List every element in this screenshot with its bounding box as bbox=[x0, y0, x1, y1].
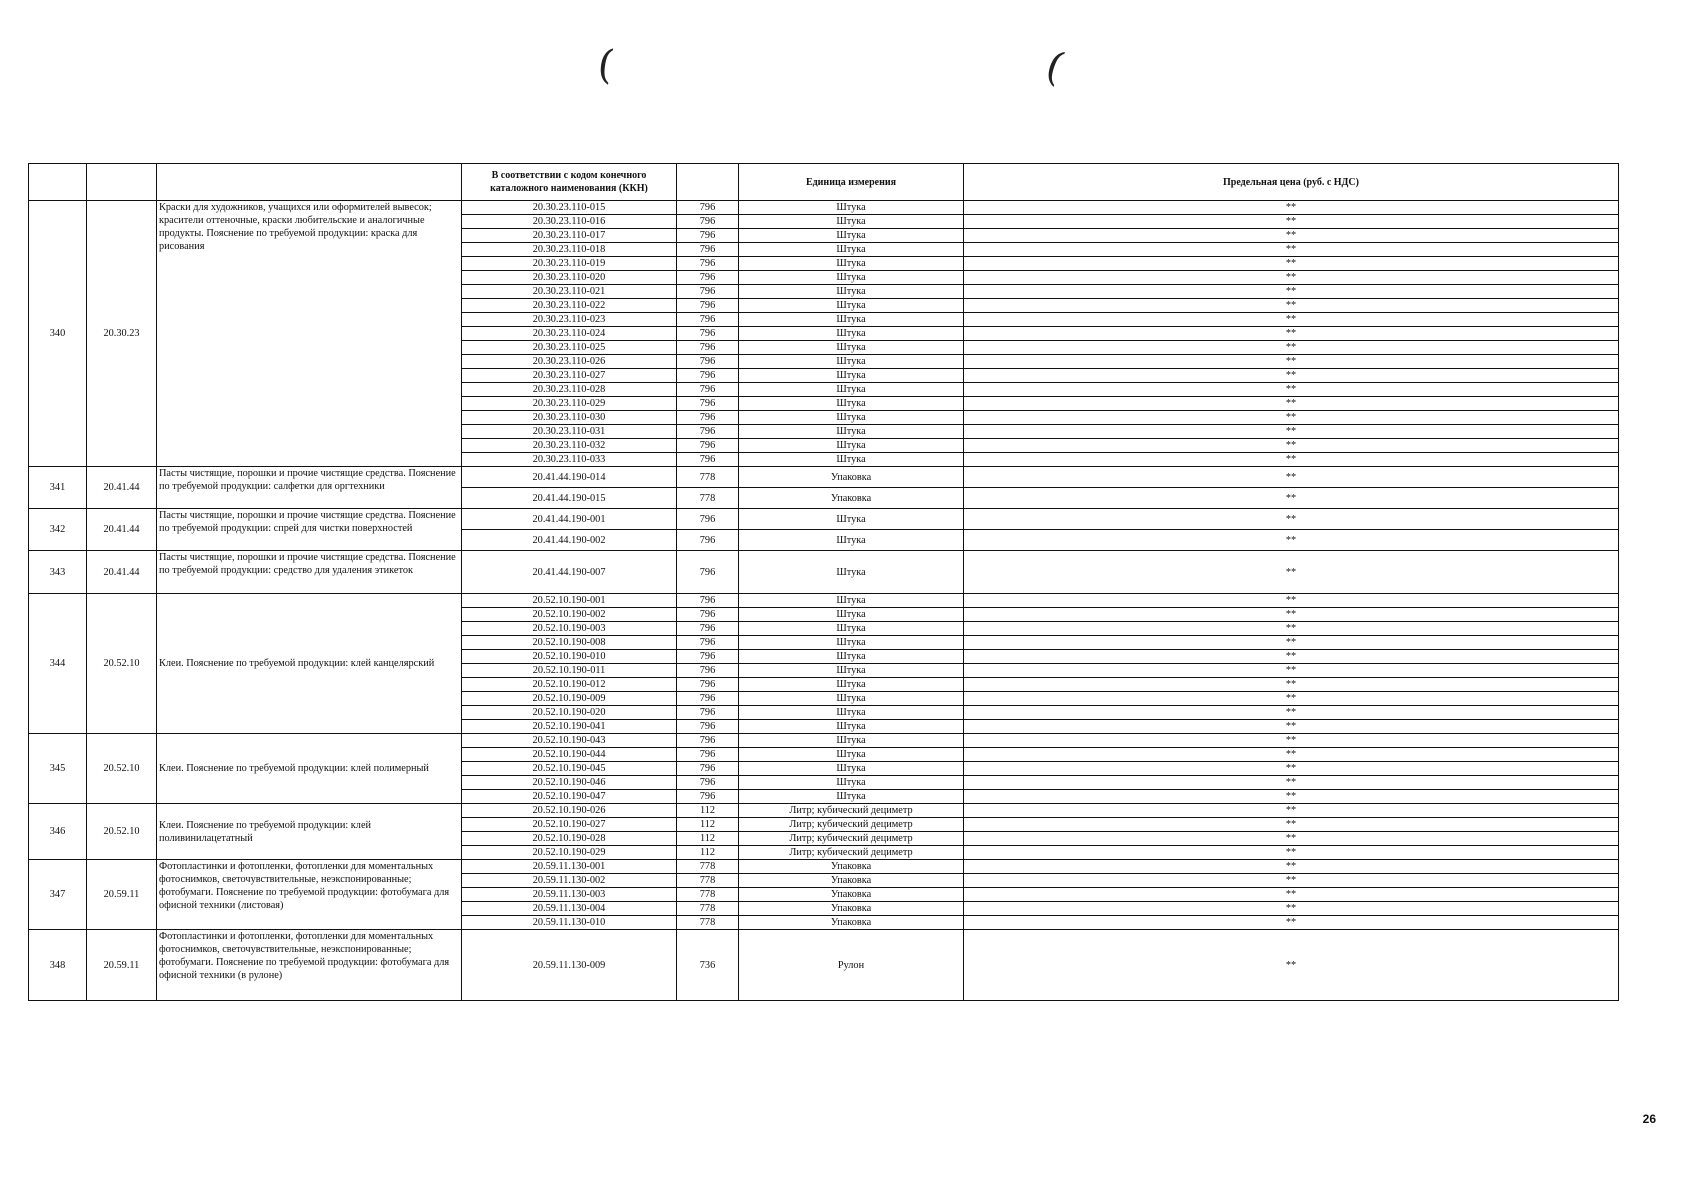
kkn-code: 20.52.10.190-028 bbox=[462, 832, 677, 846]
item-description: Фотопластинки и фотопленки, фотопленки для моментальных фотоснимков, светочувствительные, неэкспонированные; фотобумаги. Пояснение по требуемой продукции: фотобумага для офисной техники (листовая) bbox=[157, 860, 462, 930]
kkn-code: 20.30.23.110-024 bbox=[462, 327, 677, 341]
header-cell bbox=[677, 164, 739, 201]
unit-name: Штука bbox=[739, 271, 964, 285]
price-value: ** bbox=[964, 720, 1619, 734]
item-description: Клеи. Пояснение по требуемой продукции: клей полимерный bbox=[157, 734, 462, 804]
kkn-code: 20.52.10.190-001 bbox=[462, 594, 677, 608]
kkn-code: 20.52.10.190-026 bbox=[462, 804, 677, 818]
price-value: ** bbox=[964, 930, 1619, 1001]
price-value: ** bbox=[964, 327, 1619, 341]
okei-code: 796 bbox=[677, 608, 739, 622]
price-value: ** bbox=[964, 355, 1619, 369]
kkn-code: 20.30.23.110-015 bbox=[462, 201, 677, 215]
kkn-code: 20.30.23.110-020 bbox=[462, 271, 677, 285]
unit-name: Штука bbox=[739, 201, 964, 215]
kkn-code: 20.52.10.190-012 bbox=[462, 678, 677, 692]
okei-code: 796 bbox=[677, 313, 739, 327]
kkn-code: 20.52.10.190-027 bbox=[462, 818, 677, 832]
price-value: ** bbox=[964, 748, 1619, 762]
price-value: ** bbox=[964, 453, 1619, 467]
okei-code: 796 bbox=[677, 215, 739, 229]
unit-name: Упаковка bbox=[739, 902, 964, 916]
okei-code: 112 bbox=[677, 818, 739, 832]
unit-name: Штука bbox=[739, 341, 964, 355]
kkn-code: 20.30.23.110-019 bbox=[462, 257, 677, 271]
kkn-code: 20.30.23.110-026 bbox=[462, 355, 677, 369]
unit-name: Штука bbox=[739, 243, 964, 257]
price-value: ** bbox=[964, 509, 1619, 530]
unit-name: Штука bbox=[739, 509, 964, 530]
unit-name: Штука bbox=[739, 425, 964, 439]
unit-name: Штука bbox=[739, 299, 964, 313]
kkn-code: 20.52.10.190-010 bbox=[462, 650, 677, 664]
kkn-code: 20.30.23.110-033 bbox=[462, 453, 677, 467]
unit-name: Штука bbox=[739, 608, 964, 622]
price-value: ** bbox=[964, 636, 1619, 650]
okei-code: 796 bbox=[677, 622, 739, 636]
table-row bbox=[29, 930, 1619, 1001]
kkn-code: 20.41.44.190-007 bbox=[462, 551, 677, 594]
okei-code: 796 bbox=[677, 425, 739, 439]
okei-code: 796 bbox=[677, 692, 739, 706]
okei-code: 796 bbox=[677, 439, 739, 453]
okei-code: 778 bbox=[677, 888, 739, 902]
okei-code: 796 bbox=[677, 243, 739, 257]
unit-name: Упаковка bbox=[739, 467, 964, 488]
unit-name: Литр; кубический дециметр bbox=[739, 846, 964, 860]
kkn-code: 20.30.23.110-027 bbox=[462, 369, 677, 383]
okei-code: 778 bbox=[677, 874, 739, 888]
kkn-code: 20.52.10.190-003 bbox=[462, 622, 677, 636]
kkn-code: 20.59.11.130-009 bbox=[462, 930, 677, 1001]
price-value: ** bbox=[964, 425, 1619, 439]
kkn-code: 20.30.23.110-025 bbox=[462, 341, 677, 355]
kkn-code: 20.41.44.190-015 bbox=[462, 488, 677, 509]
price-value: ** bbox=[964, 551, 1619, 594]
price-table bbox=[28, 163, 1619, 1001]
unit-name: Штука bbox=[739, 692, 964, 706]
item-description: Краски для художников, учащихся или оформителей вывесок; красители оттеночные, краски любительские и аналогичные продукты. Пояснение по требуемой продукции: краска для рисования bbox=[157, 201, 462, 467]
header-kkn: В соответствии с кодом конечного каталожного наименования (ККН) bbox=[462, 164, 677, 201]
price-value: ** bbox=[964, 313, 1619, 327]
price-value: ** bbox=[964, 229, 1619, 243]
unit-name: Штука bbox=[739, 650, 964, 664]
price-value: ** bbox=[964, 215, 1619, 229]
okei-code: 778 bbox=[677, 467, 739, 488]
okei-code: 796 bbox=[677, 762, 739, 776]
kkn-code: 20.30.23.110-031 bbox=[462, 425, 677, 439]
okei-code: 796 bbox=[677, 551, 739, 594]
price-value: ** bbox=[964, 818, 1619, 832]
price-value: ** bbox=[964, 201, 1619, 215]
okpd-code: 20.52.10 bbox=[87, 804, 157, 860]
kkn-code: 20.30.23.110-018 bbox=[462, 243, 677, 257]
unit-name: Штука bbox=[739, 551, 964, 594]
okei-code: 796 bbox=[677, 229, 739, 243]
okei-code: 778 bbox=[677, 488, 739, 509]
okei-code: 796 bbox=[677, 650, 739, 664]
kkn-code: 20.59.11.130-001 bbox=[462, 860, 677, 874]
price-value: ** bbox=[964, 832, 1619, 846]
okei-code: 796 bbox=[677, 369, 739, 383]
okei-code: 796 bbox=[677, 664, 739, 678]
document-page bbox=[28, 163, 1619, 1001]
unit-name: Штука bbox=[739, 257, 964, 271]
okei-code: 796 bbox=[677, 411, 739, 425]
unit-name: Штука bbox=[739, 734, 964, 748]
punch-hole-mark: ( bbox=[1040, 42, 1070, 92]
price-value: ** bbox=[964, 530, 1619, 551]
price-value: ** bbox=[964, 622, 1619, 636]
okei-code: 796 bbox=[677, 327, 739, 341]
kkn-code: 20.52.10.190-002 bbox=[462, 608, 677, 622]
price-value: ** bbox=[964, 257, 1619, 271]
price-value: ** bbox=[964, 706, 1619, 720]
okei-code: 796 bbox=[677, 706, 739, 720]
kkn-code: 20.52.10.190-043 bbox=[462, 734, 677, 748]
kkn-code: 20.30.23.110-022 bbox=[462, 299, 677, 313]
kkn-code: 20.52.10.190-009 bbox=[462, 692, 677, 706]
item-description: Фотопластинки и фотопленки, фотопленки для моментальных фотоснимков, светочувствительные, неэкспонированные; фотобумаги. Пояснение по требуемой продукции: фотобумага для офисной техники (в рулоне) bbox=[157, 930, 462, 1001]
unit-name: Упаковка bbox=[739, 888, 964, 902]
okei-code: 796 bbox=[677, 720, 739, 734]
item-number: 345 bbox=[29, 734, 87, 804]
okei-code: 796 bbox=[677, 285, 739, 299]
kkn-code: 20.30.23.110-028 bbox=[462, 383, 677, 397]
unit-name: Упаковка bbox=[739, 916, 964, 930]
item-description: Пасты чистящие, порошки и прочие чистящие средства. Пояснение по требуемой продукции: средство для удаления этикеток bbox=[157, 551, 462, 594]
price-value: ** bbox=[964, 734, 1619, 748]
price-value: ** bbox=[964, 650, 1619, 664]
okei-code: 796 bbox=[677, 397, 739, 411]
price-value: ** bbox=[964, 271, 1619, 285]
price-value: ** bbox=[964, 790, 1619, 804]
unit-name: Штука bbox=[739, 720, 964, 734]
item-number: 341 bbox=[29, 467, 87, 509]
kkn-code: 20.52.10.190-029 bbox=[462, 846, 677, 860]
table-row bbox=[29, 551, 1619, 594]
kkn-code: 20.52.10.190-008 bbox=[462, 636, 677, 650]
unit-name: Штука bbox=[739, 383, 964, 397]
unit-name: Штука bbox=[739, 215, 964, 229]
unit-name: Штука bbox=[739, 327, 964, 341]
unit-name: Штука bbox=[739, 355, 964, 369]
kkn-code: 20.59.11.130-010 bbox=[462, 916, 677, 930]
price-value: ** bbox=[964, 488, 1619, 509]
kkn-code: 20.59.11.130-004 bbox=[462, 902, 677, 916]
okpd-code: 20.59.11 bbox=[87, 860, 157, 930]
header-price: Предельная цена (руб. с НДС) bbox=[964, 164, 1619, 201]
okei-code: 796 bbox=[677, 776, 739, 790]
okei-code: 796 bbox=[677, 734, 739, 748]
unit-name: Штука bbox=[739, 229, 964, 243]
price-value: ** bbox=[964, 369, 1619, 383]
unit-name: Штука bbox=[739, 439, 964, 453]
kkn-code: 20.41.44.190-014 bbox=[462, 467, 677, 488]
header-cell bbox=[87, 164, 157, 201]
price-value: ** bbox=[964, 341, 1619, 355]
price-value: ** bbox=[964, 804, 1619, 818]
price-value: ** bbox=[964, 608, 1619, 622]
unit-name: Штука bbox=[739, 664, 964, 678]
item-description: Клеи. Пояснение по требуемой продукции: клей канцелярский bbox=[157, 594, 462, 734]
price-value: ** bbox=[964, 678, 1619, 692]
kkn-code: 20.59.11.130-003 bbox=[462, 888, 677, 902]
page-number: 26 bbox=[1642, 1112, 1656, 1126]
kkn-code: 20.52.10.190-011 bbox=[462, 664, 677, 678]
okei-code: 796 bbox=[677, 257, 739, 271]
kkn-code: 20.41.44.190-001 bbox=[462, 509, 677, 530]
kkn-code: 20.30.23.110-016 bbox=[462, 215, 677, 229]
price-value: ** bbox=[964, 916, 1619, 930]
unit-name: Штука bbox=[739, 369, 964, 383]
kkn-code: 20.30.23.110-023 bbox=[462, 313, 677, 327]
item-number: 344 bbox=[29, 594, 87, 734]
table-row bbox=[29, 594, 1619, 608]
okpd-code: 20.41.44 bbox=[87, 551, 157, 594]
kkn-code: 20.30.23.110-021 bbox=[462, 285, 677, 299]
unit-name: Штука bbox=[739, 594, 964, 608]
unit-name: Штука bbox=[739, 748, 964, 762]
kkn-code: 20.30.23.110-029 bbox=[462, 397, 677, 411]
kkn-code: 20.30.23.110-032 bbox=[462, 439, 677, 453]
okpd-code: 20.59.11 bbox=[87, 930, 157, 1001]
okpd-code: 20.41.44 bbox=[87, 467, 157, 509]
okei-code: 796 bbox=[677, 271, 739, 285]
unit-name: Литр; кубический дециметр bbox=[739, 832, 964, 846]
okpd-code: 20.41.44 bbox=[87, 509, 157, 551]
item-number: 348 bbox=[29, 930, 87, 1001]
kkn-code: 20.52.10.190-041 bbox=[462, 720, 677, 734]
kkn-code: 20.52.10.190-045 bbox=[462, 762, 677, 776]
item-number: 343 bbox=[29, 551, 87, 594]
kkn-code: 20.52.10.190-020 bbox=[462, 706, 677, 720]
okei-code: 796 bbox=[677, 790, 739, 804]
kkn-code: 20.30.23.110-017 bbox=[462, 229, 677, 243]
okei-code: 112 bbox=[677, 804, 739, 818]
price-value: ** bbox=[964, 664, 1619, 678]
unit-name: Рулон bbox=[739, 930, 964, 1001]
unit-name: Литр; кубический дециметр bbox=[739, 818, 964, 832]
price-value: ** bbox=[964, 411, 1619, 425]
okei-code: 796 bbox=[677, 299, 739, 313]
price-value: ** bbox=[964, 776, 1619, 790]
price-value: ** bbox=[964, 467, 1619, 488]
unit-name: Штука bbox=[739, 285, 964, 299]
unit-name: Штука bbox=[739, 622, 964, 636]
table-row bbox=[29, 860, 1619, 874]
okei-code: 112 bbox=[677, 832, 739, 846]
unit-name: Штука bbox=[739, 762, 964, 776]
okpd-code: 20.30.23 bbox=[87, 201, 157, 467]
price-value: ** bbox=[964, 888, 1619, 902]
okei-code: 796 bbox=[677, 453, 739, 467]
table-row bbox=[29, 804, 1619, 818]
item-description: Пасты чистящие, порошки и прочие чистящие средства. Пояснение по требуемой продукции: спрей для чистки поверхностей bbox=[157, 509, 462, 551]
kkn-code: 20.41.44.190-002 bbox=[462, 530, 677, 551]
okei-code: 796 bbox=[677, 341, 739, 355]
header-unit: Единица измерения bbox=[739, 164, 964, 201]
table-body bbox=[29, 201, 1619, 1001]
unit-name: Штука bbox=[739, 776, 964, 790]
kkn-code: 20.52.10.190-044 bbox=[462, 748, 677, 762]
price-value: ** bbox=[964, 846, 1619, 860]
table-row bbox=[29, 201, 1619, 215]
okei-code: 796 bbox=[677, 678, 739, 692]
price-value: ** bbox=[964, 439, 1619, 453]
price-value: ** bbox=[964, 762, 1619, 776]
okei-code: 778 bbox=[677, 860, 739, 874]
price-value: ** bbox=[964, 299, 1619, 313]
table-row bbox=[29, 734, 1619, 748]
unit-name: Штука bbox=[739, 411, 964, 425]
unit-name: Упаковка bbox=[739, 874, 964, 888]
table-row bbox=[29, 467, 1619, 488]
price-value: ** bbox=[964, 874, 1619, 888]
price-value: ** bbox=[964, 692, 1619, 706]
unit-name: Штука bbox=[739, 790, 964, 804]
kkn-code: 20.59.11.130-002 bbox=[462, 874, 677, 888]
unit-name: Штука bbox=[739, 397, 964, 411]
okei-code: 796 bbox=[677, 594, 739, 608]
header-cell bbox=[29, 164, 87, 201]
price-value: ** bbox=[964, 383, 1619, 397]
okei-code: 796 bbox=[677, 383, 739, 397]
okei-code: 796 bbox=[677, 355, 739, 369]
okei-code: 796 bbox=[677, 509, 739, 530]
okei-code: 796 bbox=[677, 530, 739, 551]
table-row bbox=[29, 509, 1619, 530]
unit-name: Упаковка bbox=[739, 488, 964, 509]
header-cell bbox=[157, 164, 462, 201]
kkn-code: 20.30.23.110-030 bbox=[462, 411, 677, 425]
unit-name: Штука bbox=[739, 530, 964, 551]
punch-hole-mark: ( bbox=[594, 41, 617, 89]
item-description: Пасты чистящие, порошки и прочие чистящие средства. Пояснение по требуемой продукции: салфетки для оргтехники bbox=[157, 467, 462, 509]
okei-code: 778 bbox=[677, 916, 739, 930]
kkn-code: 20.52.10.190-047 bbox=[462, 790, 677, 804]
unit-name: Штука bbox=[739, 453, 964, 467]
item-number: 340 bbox=[29, 201, 87, 467]
unit-name: Штука bbox=[739, 636, 964, 650]
item-description: Клеи. Пояснение по требуемой продукции: клей поливинилацетатный bbox=[157, 804, 462, 860]
price-value: ** bbox=[964, 860, 1619, 874]
price-value: ** bbox=[964, 594, 1619, 608]
price-value: ** bbox=[964, 397, 1619, 411]
okpd-code: 20.52.10 bbox=[87, 734, 157, 804]
item-number: 346 bbox=[29, 804, 87, 860]
okei-code: 796 bbox=[677, 636, 739, 650]
item-number: 342 bbox=[29, 509, 87, 551]
kkn-code: 20.52.10.190-046 bbox=[462, 776, 677, 790]
price-value: ** bbox=[964, 285, 1619, 299]
unit-name: Штука bbox=[739, 706, 964, 720]
table-header bbox=[29, 164, 1619, 201]
okpd-code: 20.52.10 bbox=[87, 594, 157, 734]
okei-code: 796 bbox=[677, 201, 739, 215]
unit-name: Упаковка bbox=[739, 860, 964, 874]
unit-name: Штука bbox=[739, 678, 964, 692]
item-number: 347 bbox=[29, 860, 87, 930]
okei-code: 112 bbox=[677, 846, 739, 860]
unit-name: Литр; кубический дециметр bbox=[739, 804, 964, 818]
unit-name: Штука bbox=[739, 313, 964, 327]
price-value: ** bbox=[964, 902, 1619, 916]
price-value: ** bbox=[964, 243, 1619, 257]
okei-code: 736 bbox=[677, 930, 739, 1001]
okei-code: 778 bbox=[677, 902, 739, 916]
okei-code: 796 bbox=[677, 748, 739, 762]
